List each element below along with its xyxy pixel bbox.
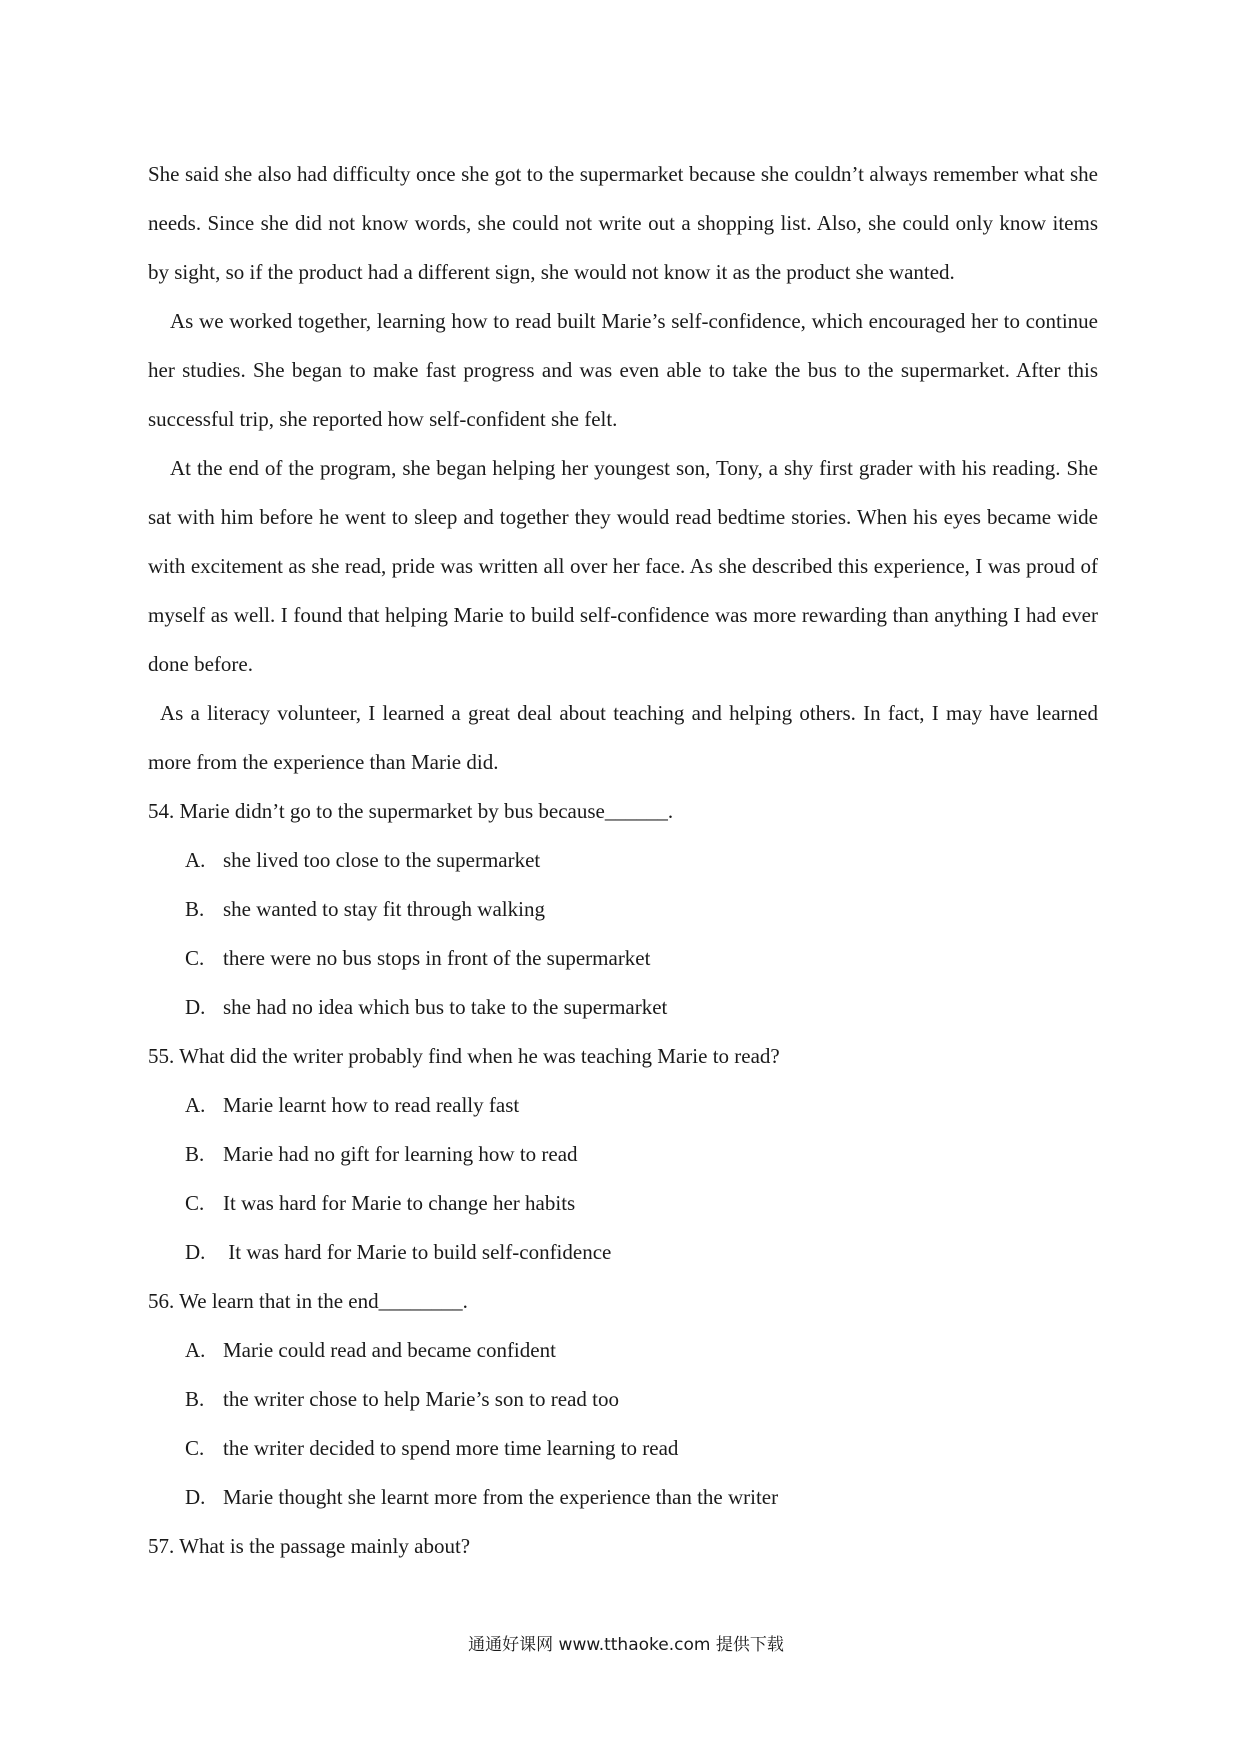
option-letter: B. [185,1142,205,1166]
option-d [148,1473,1098,1522]
page-footer: 通通好课网 www.tthaoke.com 提供下载 [468,1635,784,1655]
option-letter: A. [185,1338,206,1362]
option-a [148,1081,1098,1130]
passage-paragraph-4: As a literacy volunteer, I learned a great deal about teaching and helping others. In fact, I may have learned more from the experience than Marie did. [148,701,1098,774]
option-a [148,836,1098,885]
option-letter: C. [185,946,205,970]
option-a [148,1326,1098,1375]
question-stem: 57. What is the passage mainly about? [148,1534,471,1558]
passage-paragraph-1: She said she also had difficulty once she got to the supermarket because she couldn’t always remember what she needs. Since she did not know words, she could not write out a shopping list. Also, she could only know items by sight, so if the product had a different sign, she would not know it as the product she wanted. [148,162,1098,284]
option-letter: A. [185,1093,206,1117]
option-text: Marie learnt how to read really fast [223,1093,520,1117]
option-text: she wanted to stay fit through walking [223,897,545,921]
option-b [148,885,1098,934]
passage-paragraph-3: At the end of the program, she began helping her youngest son, Tony, a shy first grader with his reading. She sat with him before he went to sleep and together they would read bedtime stories. When his eyes became wide with excitement as she read, pride was written all over her face. As she described this experience, I was proud of myself as well. I found that helping Marie to build self-confidence was more rewarding than anything I had ever done before. [148,456,1098,676]
option-letter: C. [185,1191,205,1215]
option-text: It was hard for Marie to change her habits [223,1191,576,1215]
option-letter: D. [185,995,206,1019]
option-letter: B. [185,1387,205,1411]
option-d [148,1228,1098,1277]
question-57 [148,1522,1098,1571]
option-letter: D. [185,1485,206,1509]
passage-paragraph-2: As we worked together, learning how to read built Marie’s self-confidence, which encouraged her to continue her studies. She began to make fast progress and was even able to take the bus to the supermarket. After this successful trip, she reported how self-confident she felt. [148,309,1098,431]
option-text: she had no idea which bus to take to the supermarket [223,995,668,1019]
question-stem: 54. Marie didn’t go to the supermarket by bus because______. [148,799,674,823]
option-text: Marie could read and became confident [223,1338,556,1362]
option-text: the writer chose to help Marie’s son to read too [223,1387,619,1411]
option-b [148,1375,1098,1424]
question-56 [148,1277,1098,1522]
option-text: she lived too close to the supermarket [223,848,541,872]
option-c [148,934,1098,983]
option-text: Marie thought she learnt more from the experience than the writer [223,1485,779,1509]
option-c [148,1179,1098,1228]
option-letter: C. [185,1436,205,1460]
option-letter: D. [185,1240,206,1264]
option-text: the writer decided to spend more time learning to read [223,1436,679,1460]
question-stem: 55. What did the writer probably find when he was teaching Marie to read? [148,1044,780,1068]
option-d [148,983,1098,1032]
question-stem: 56. We learn that in the end________. [148,1289,468,1313]
option-b [148,1130,1098,1179]
option-text: It was hard for Marie to build self-confidence [223,1240,612,1264]
option-letter: A. [185,848,206,872]
option-letter: B. [185,897,205,921]
page-content [148,150,1098,1571]
question-55 [148,1032,1098,1277]
question-54 [148,787,1098,1032]
option-text: there were no bus stops in front of the supermarket [223,946,651,970]
option-c [148,1424,1098,1473]
option-text: Marie had no gift for learning how to read [223,1142,578,1166]
